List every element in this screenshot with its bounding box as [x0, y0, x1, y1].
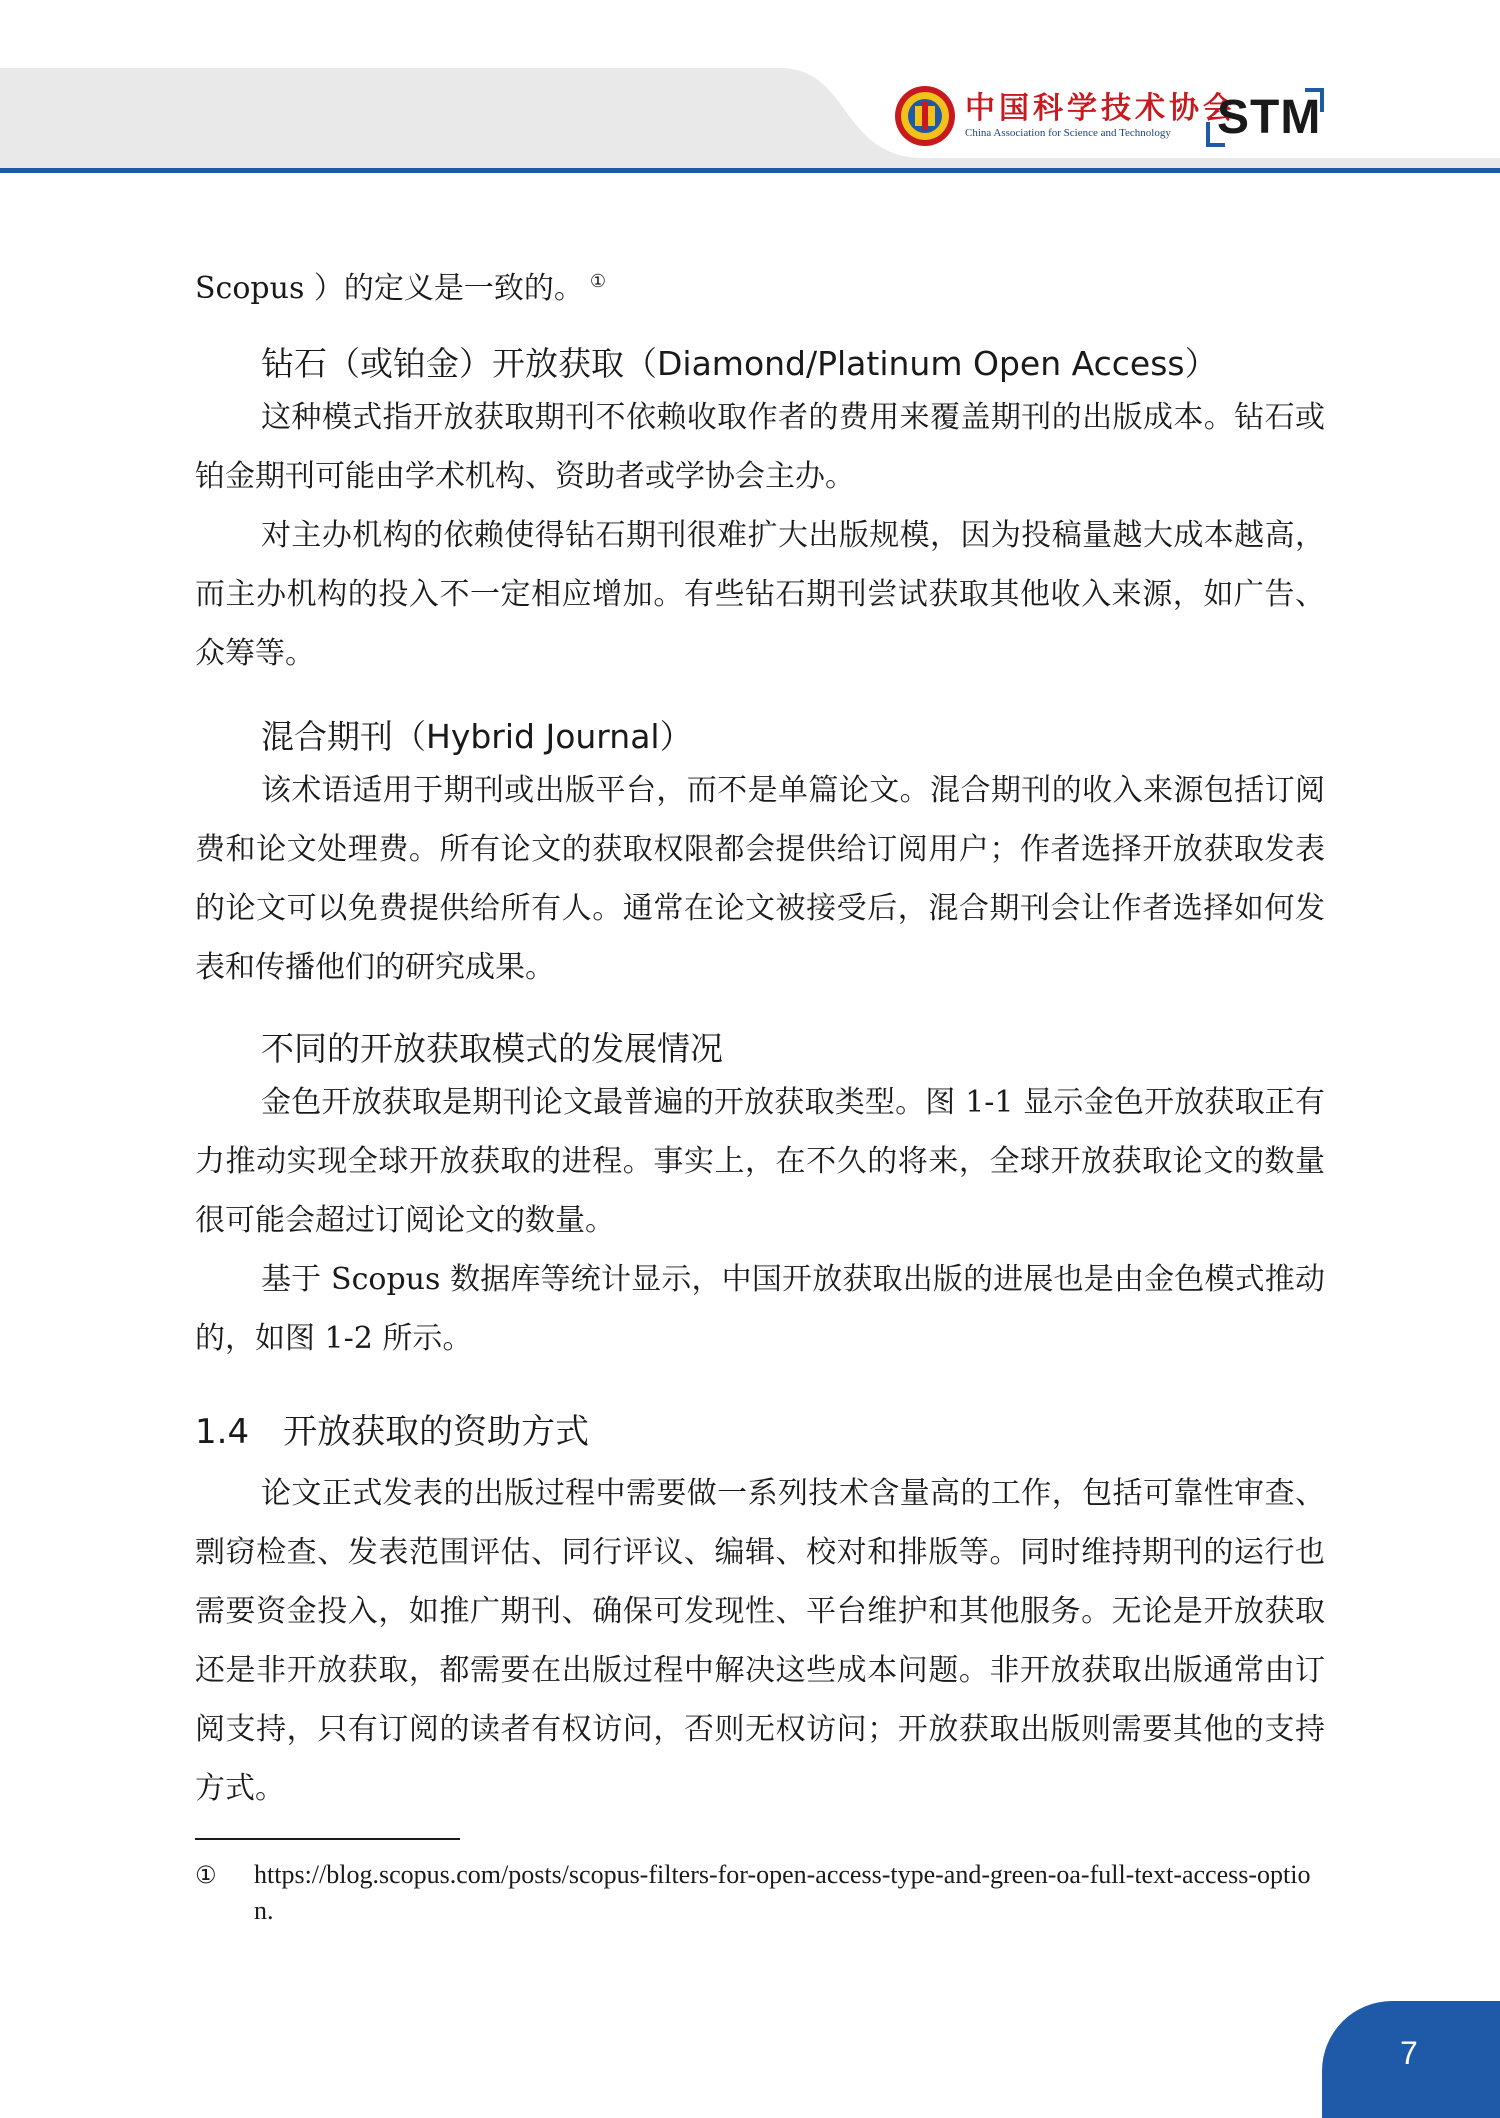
paragraph-funding: 论文正式发表的出版过程中需要做一系列技术含量高的工作，包括可靠性审查、剽窃检查、发表范围评估、同行评议、编辑、校对和排版等。同时维持期刊的运行也需要资金投入，如推广期刊、确保可发现性、平台维护和其他服务。无论是开放获取还是非开放获取，都需要在出版过程中解决这些成本问题。非开放获取出版通常由订阅支持，只有订阅的读者有权访问，否则无权访问；开放获取出版则需要其他的支持方式。 [195, 1476, 1325, 1806]
footnote-mark: ① [195, 1861, 217, 1889]
stm-logo [1205, 88, 1325, 148]
heading-diamond-oa: 钻石（或铂金）开放获取（Diamond/Platinum Open Access） [261, 344, 1218, 383]
header-rule [0, 168, 1500, 173]
footnote-ref[interactable]: ① [589, 271, 607, 292]
stm-wordmark: STM [1217, 91, 1322, 144]
footnote-link[interactable]: https://blog.scopus.com/posts/scopus-filters-for-open-access-type-and-green-oa-full-text-access-option. [254, 1860, 1311, 1925]
paragraph-diamond-1: 这种模式指开放获取期刊不依赖收取作者的费用来覆盖期刊的出版成本。钻石或铂金期刊可能由学术机构、资助者或学协会主办。 [195, 400, 1325, 494]
heading-hybrid-journal: 混合期刊（Hybrid Journal） [261, 717, 693, 756]
section-heading-1-4 [195, 1404, 589, 1453]
heading-oa-development: 不同的开放获取模式的发展情况 [261, 1029, 723, 1068]
cast-emblem-icon [893, 84, 957, 148]
section-title: 开放获取的资助方式 [283, 1412, 590, 1452]
section-number: 1.4 [195, 1412, 250, 1452]
paragraph-gold-oa: 金色开放获取是期刊论文最普遍的开放获取类型。图 1-1 显示金色开放获取正有力推动实现全球开放获取的进程。事实上，在不久的将来，全球开放获取论文的数量很可能会超过订阅论文的数量。 [195, 1085, 1325, 1238]
paragraph-scopus-definition: Scopus ）的定义是一致的。 ① [195, 271, 607, 306]
paragraph-china-oa: 基于 Scopus 数据库等统计显示，中国开放获取出版的进展也是由金色模式推动的，如图 1-2 所示。 [195, 1262, 1325, 1356]
paragraph-diamond-2: 对主办机构的依赖使得钻石期刊很难扩大出版规模，因为投稿量越大成本越高，而主办机构的投入不一定相应增加。有些钻石期刊尝试获取其他收入来源，如广告、众筹等。 [195, 518, 1325, 671]
cast-logo [893, 84, 1237, 148]
footnote-rule [195, 1838, 460, 1840]
footnote [195, 1857, 1325, 1929]
cast-name-cn: 中国科学技术协会 [965, 91, 1237, 126]
cast-name-en: China Association for Science and Technology [965, 127, 1171, 139]
page-number: 7 [1400, 2035, 1418, 2071]
paragraph-hybrid: 该术语适用于期刊或出版平台，而不是单篇论文。混合期刊的收入来源包括订阅费和论文处理费。所有论文的获取权限都会提供给订阅用户；作者选择开放获取发表的论文可以免费提供给所有人。通常在论文被接受后，混合期刊会让作者选择如何发表和传播他们的研究成果。 [195, 773, 1325, 985]
